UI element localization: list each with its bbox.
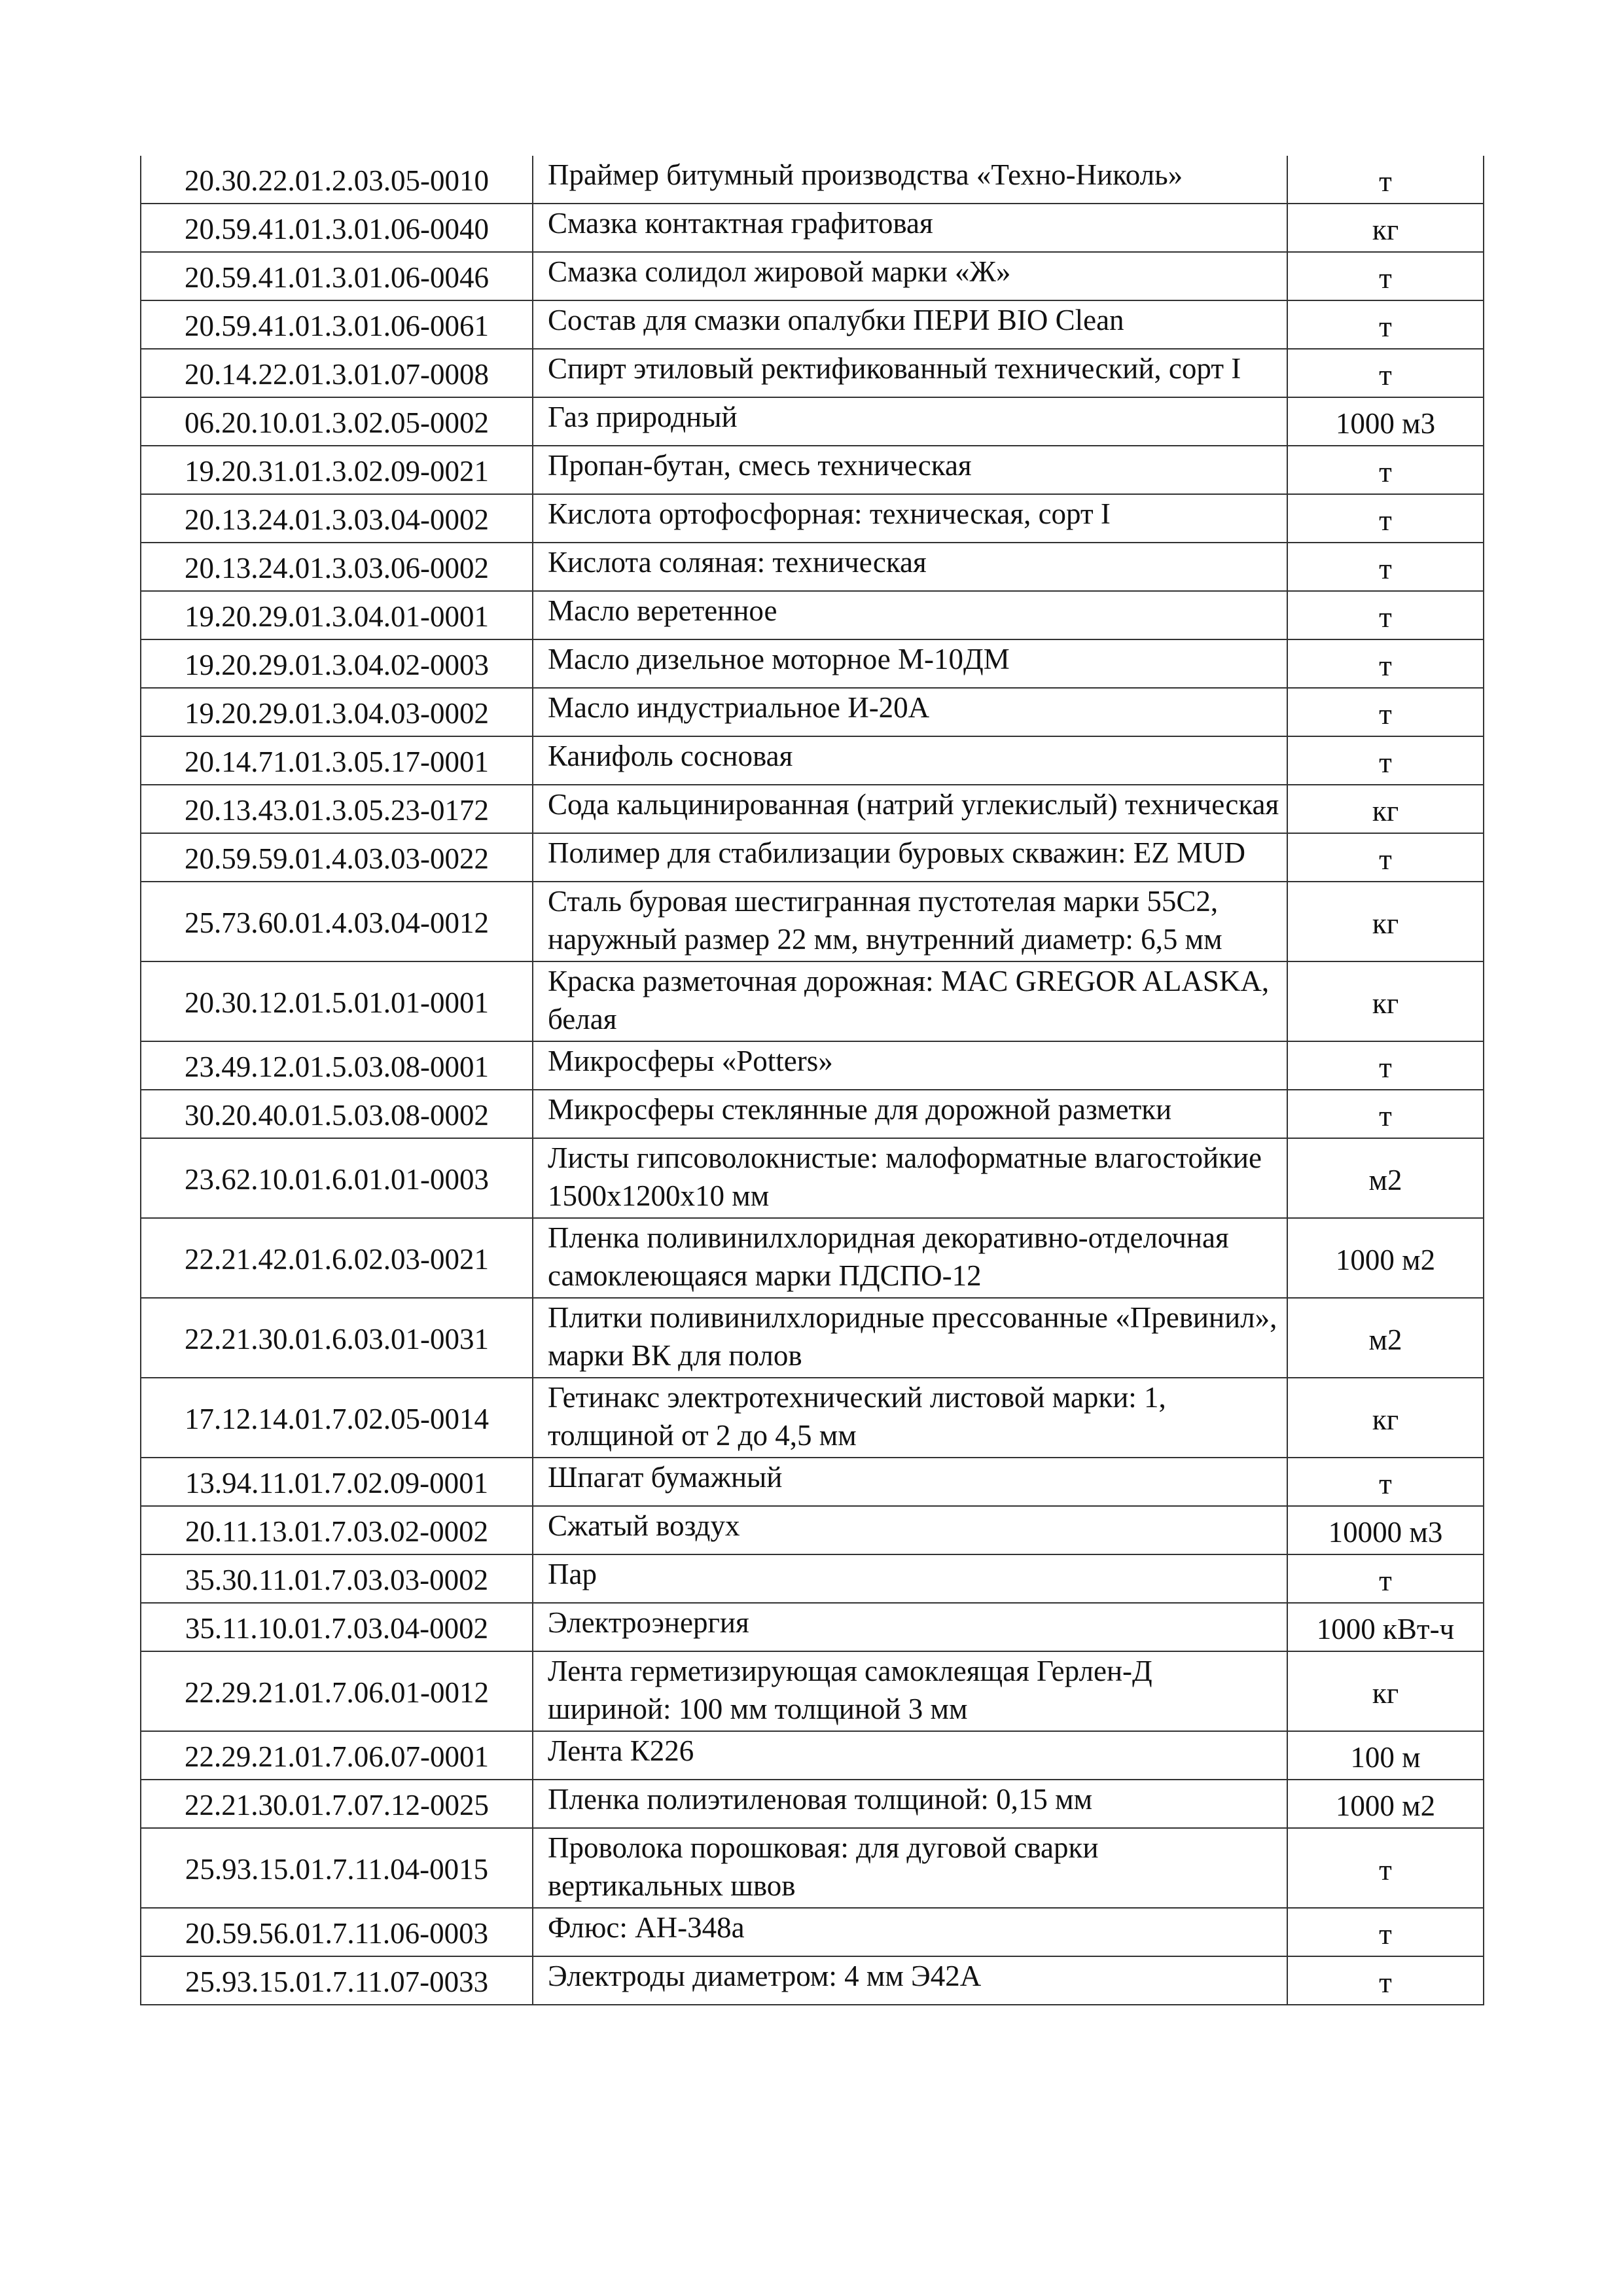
- table-row: [141, 736, 1484, 785]
- resource-name-cell: Полимер для стабилизации буровых скважин: EZ MUD: [533, 833, 1287, 882]
- table-row: [141, 688, 1484, 736]
- table-row: [141, 1090, 1484, 1138]
- table-row: [141, 1041, 1484, 1090]
- resource-code-cell: 35.30.11.01.7.03.03-0002: [141, 1554, 533, 1603]
- unit-cell: т: [1287, 252, 1484, 300]
- table-row: [141, 1603, 1484, 1651]
- unit-cell: кг: [1287, 1378, 1484, 1458]
- unit-cell: т: [1287, 736, 1484, 785]
- resource-name-cell: Проволока порошковая: для дуговой сварки вертикальных швов: [533, 1828, 1287, 1908]
- resource-code-cell: 25.73.60.01.4.03.04-0012: [141, 882, 533, 961]
- resource-name-cell: Масло дизельное моторное М-10ДМ: [533, 639, 1287, 688]
- resource-code-cell: 19.20.29.01.3.04.03-0002: [141, 688, 533, 736]
- resource-code-cell: 19.20.29.01.3.04.02-0003: [141, 639, 533, 688]
- resource-code-cell: 22.21.30.01.7.07.12-0025: [141, 1780, 533, 1828]
- resource-name-cell: Смазка контактная графитовая: [533, 204, 1287, 252]
- resource-code-cell: 25.93.15.01.7.11.04-0015: [141, 1828, 533, 1908]
- unit-cell: т: [1287, 300, 1484, 349]
- resource-name-cell: Спирт этиловый ректификованный технический, сорт I: [533, 349, 1287, 397]
- resource-name-cell: Масло веретенное: [533, 591, 1287, 639]
- resource-code-cell: 06.20.10.01.3.02.05-0002: [141, 397, 533, 446]
- table-row: [141, 349, 1484, 397]
- resource-name-cell: Пленка поливинилхлоридная декоративно-отделочная самоклеющаяся марки ПДСПО-12: [533, 1218, 1287, 1298]
- table-row: [141, 1908, 1484, 1956]
- table-body: [141, 156, 1484, 2005]
- table-row: [141, 543, 1484, 591]
- resource-name-cell: Смазка солидол жировой марки «Ж»: [533, 252, 1287, 300]
- resource-code-cell: 20.59.41.01.3.01.06-0046: [141, 252, 533, 300]
- resource-code-cell: 20.13.24.01.3.03.06-0002: [141, 543, 533, 591]
- unit-cell: т: [1287, 543, 1484, 591]
- resource-name-cell: Сталь буровая шестигранная пустотелая марки 55С2, наружный размер 22 мм, внутренний диаметр: 6,5 мм: [533, 882, 1287, 961]
- table-row: [141, 156, 1484, 204]
- resource-code-cell: 20.59.56.01.7.11.06-0003: [141, 1908, 533, 1956]
- resource-name-cell: Сода кальцинированная (натрий углекислый) техническая: [533, 785, 1287, 833]
- resource-name-cell: Лента герметизирующая самоклеящая Герлен-Д шириной: 100 мм толщиной 3 мм: [533, 1651, 1287, 1731]
- resource-name-cell: Микросферы «Potters»: [533, 1041, 1287, 1090]
- table-row: [141, 252, 1484, 300]
- unit-cell: т: [1287, 1458, 1484, 1506]
- resource-name-cell: Электроэнергия: [533, 1603, 1287, 1651]
- table-row: [141, 833, 1484, 882]
- table-row: [141, 785, 1484, 833]
- resource-code-cell: 20.13.43.01.3.05.23-0172: [141, 785, 533, 833]
- table-row: [141, 1138, 1484, 1218]
- table-row: [141, 1731, 1484, 1780]
- resource-name-cell: Сжатый воздух: [533, 1506, 1287, 1554]
- resource-name-cell: Краска разметочная дорожная: MAC GREGOR ALASKA, белая: [533, 961, 1287, 1041]
- resource-name-cell: Пропан-бутан, смесь техническая: [533, 446, 1287, 494]
- resource-code-cell: 20.14.22.01.3.01.07-0008: [141, 349, 533, 397]
- table-row: [141, 591, 1484, 639]
- table-row: [141, 1554, 1484, 1603]
- table-row: [141, 446, 1484, 494]
- resource-name-cell: Микросферы стеклянные для дорожной разметки: [533, 1090, 1287, 1138]
- resource-name-cell: Лента К226: [533, 1731, 1287, 1780]
- table-row: [141, 1218, 1484, 1298]
- resource-code-cell: 22.21.42.01.6.02.03-0021: [141, 1218, 533, 1298]
- table-row: [141, 1458, 1484, 1506]
- unit-cell: м2: [1287, 1138, 1484, 1218]
- unit-cell: 1000 м3: [1287, 397, 1484, 446]
- table-row: [141, 1828, 1484, 1908]
- unit-cell: 1000 кВт-ч: [1287, 1603, 1484, 1651]
- resource-code-cell: 23.62.10.01.6.01.01-0003: [141, 1138, 533, 1218]
- unit-cell: т: [1287, 1041, 1484, 1090]
- unit-cell: кг: [1287, 882, 1484, 961]
- materials-table: [140, 156, 1484, 2005]
- unit-cell: т: [1287, 1828, 1484, 1908]
- unit-cell: кг: [1287, 204, 1484, 252]
- resource-name-cell: Пленка полиэтиленовая толщиной: 0,15 мм: [533, 1780, 1287, 1828]
- resource-name-cell: Праймер битумный производства «Техно-Николь»: [533, 156, 1287, 204]
- resource-code-cell: 19.20.29.01.3.04.01-0001: [141, 591, 533, 639]
- table-row: [141, 1506, 1484, 1554]
- resource-code-cell: 17.12.14.01.7.02.05-0014: [141, 1378, 533, 1458]
- table-row: [141, 397, 1484, 446]
- table-row: [141, 494, 1484, 543]
- unit-cell: т: [1287, 446, 1484, 494]
- resource-code-cell: 20.30.22.01.2.03.05-0010: [141, 156, 533, 204]
- table-row: [141, 1298, 1484, 1378]
- unit-cell: т: [1287, 833, 1484, 882]
- resource-name-cell: Кислота соляная: техническая: [533, 543, 1287, 591]
- resource-name-cell: Флюс: АН-348а: [533, 1908, 1287, 1956]
- unit-cell: т: [1287, 1908, 1484, 1956]
- table-row: [141, 1378, 1484, 1458]
- unit-cell: т: [1287, 156, 1484, 204]
- unit-cell: т: [1287, 591, 1484, 639]
- resource-code-cell: 20.30.12.01.5.01.01-0001: [141, 961, 533, 1041]
- resource-code-cell: 25.93.15.01.7.11.07-0033: [141, 1956, 533, 2005]
- resource-code-cell: 19.20.31.01.3.02.09-0021: [141, 446, 533, 494]
- unit-cell: 1000 м2: [1287, 1780, 1484, 1828]
- unit-cell: 100 м: [1287, 1731, 1484, 1780]
- resource-name-cell: Масло индустриальное И-20А: [533, 688, 1287, 736]
- unit-cell: 1000 м2: [1287, 1218, 1484, 1298]
- resource-name-cell: Пар: [533, 1554, 1287, 1603]
- resource-code-cell: 13.94.11.01.7.02.09-0001: [141, 1458, 533, 1506]
- resource-name-cell: Газ природный: [533, 397, 1287, 446]
- table-row: [141, 882, 1484, 961]
- resource-code-cell: 22.21.30.01.6.03.01-0031: [141, 1298, 533, 1378]
- table-row: [141, 300, 1484, 349]
- unit-cell: т: [1287, 1956, 1484, 2005]
- resource-code-cell: 22.29.21.01.7.06.07-0001: [141, 1731, 533, 1780]
- resource-code-cell: 23.49.12.01.5.03.08-0001: [141, 1041, 533, 1090]
- resource-name-cell: Гетинакс электротехнический листовой марки: 1, толщиной от 2 до 4,5 мм: [533, 1378, 1287, 1458]
- resource-name-cell: Канифоль сосновая: [533, 736, 1287, 785]
- resource-code-cell: 20.59.41.01.3.01.06-0040: [141, 204, 533, 252]
- unit-cell: т: [1287, 639, 1484, 688]
- table-row: [141, 639, 1484, 688]
- resource-code-cell: 20.13.24.01.3.03.04-0002: [141, 494, 533, 543]
- resource-code-cell: 20.59.41.01.3.01.06-0061: [141, 300, 533, 349]
- resource-name-cell: Листы гипсоволокнистые: малоформатные влагостойкие 1500х1200х10 мм: [533, 1138, 1287, 1218]
- table-row: [141, 1651, 1484, 1731]
- unit-cell: м2: [1287, 1298, 1484, 1378]
- table-row: [141, 204, 1484, 252]
- resource-name-cell: Кислота ортофосфорная: техническая, сорт I: [533, 494, 1287, 543]
- unit-cell: кг: [1287, 785, 1484, 833]
- unit-cell: кг: [1287, 1651, 1484, 1731]
- resource-code-cell: 35.11.10.01.7.03.04-0002: [141, 1603, 533, 1651]
- unit-cell: т: [1287, 688, 1484, 736]
- resource-code-cell: 20.14.71.01.3.05.17-0001: [141, 736, 533, 785]
- resource-code-cell: 20.59.59.01.4.03.03-0022: [141, 833, 533, 882]
- unit-cell: т: [1287, 1554, 1484, 1603]
- resource-name-cell: Состав для смазки опалубки ПЕРИ BIO Clean: [533, 300, 1287, 349]
- resource-name-cell: Плитки поливинилхлоридные прессованные «Превинил», марки ВК для полов: [533, 1298, 1287, 1378]
- resource-code-cell: 22.29.21.01.7.06.01-0012: [141, 1651, 533, 1731]
- unit-cell: кг: [1287, 961, 1484, 1041]
- table-row: [141, 961, 1484, 1041]
- table-row: [141, 1780, 1484, 1828]
- resource-name-cell: Электроды диаметром: 4 мм Э42А: [533, 1956, 1287, 2005]
- resource-code-cell: 30.20.40.01.5.03.08-0002: [141, 1090, 533, 1138]
- resource-name-cell: Шпагат бумажный: [533, 1458, 1287, 1506]
- unit-cell: т: [1287, 494, 1484, 543]
- resource-code-cell: 20.11.13.01.7.03.02-0002: [141, 1506, 533, 1554]
- unit-cell: 10000 м3: [1287, 1506, 1484, 1554]
- unit-cell: т: [1287, 1090, 1484, 1138]
- table-row: [141, 1956, 1484, 2005]
- unit-cell: т: [1287, 349, 1484, 397]
